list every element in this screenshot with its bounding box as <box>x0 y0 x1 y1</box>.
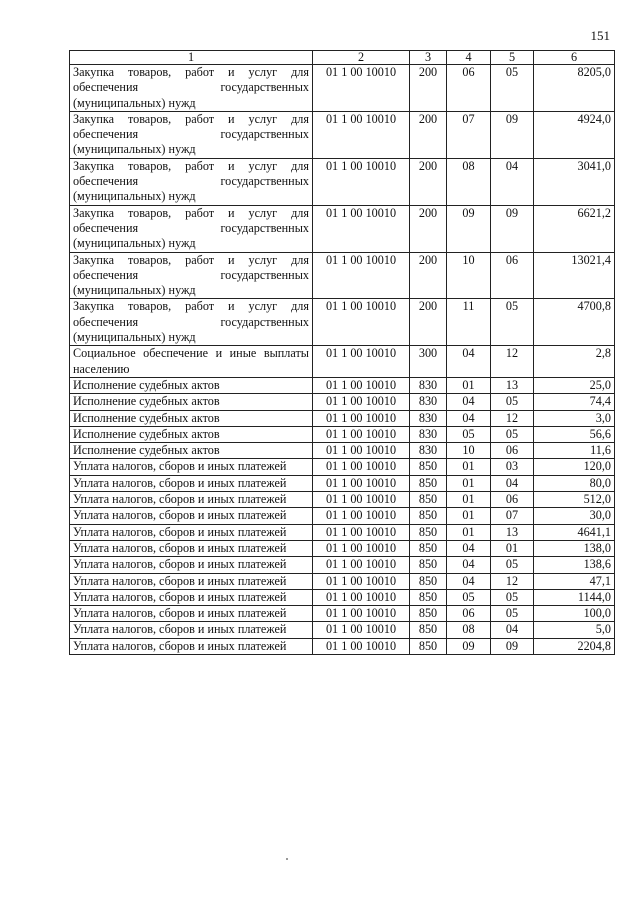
expense-type-cell: 850 <box>410 573 447 589</box>
table-row <box>70 573 615 589</box>
section-cell: 05 <box>447 589 491 605</box>
target-code-cell: 01 1 00 10010 <box>313 252 410 299</box>
target-code-cell: 01 1 00 10010 <box>313 589 410 605</box>
table-row <box>70 557 615 573</box>
column-header: 1 <box>70 51 313 65</box>
subsection-cell: 06 <box>491 443 534 459</box>
table-row <box>70 622 615 638</box>
subsection-cell: 05 <box>491 299 534 346</box>
expense-type-cell: 850 <box>410 606 447 622</box>
section-cell: 04 <box>447 540 491 556</box>
amount-cell: 47,1 <box>534 573 615 589</box>
section-cell: 06 <box>447 606 491 622</box>
expense-name-cell: Закупка товаров, работ и услуг для обеспечения государственных (муниципальных) нужд <box>70 205 313 252</box>
target-code-cell: 01 1 00 10010 <box>313 540 410 556</box>
amount-cell: 138,6 <box>534 557 615 573</box>
amount-cell: 56,6 <box>534 426 615 442</box>
expense-type-cell: 830 <box>410 394 447 410</box>
subsection-cell: 05 <box>491 65 534 112</box>
expense-name-cell: Социальное обеспечение и иные выплаты населению <box>70 346 313 378</box>
target-code-cell: 01 1 00 10010 <box>313 111 410 158</box>
target-code-cell: 01 1 00 10010 <box>313 622 410 638</box>
expense-type-cell: 850 <box>410 589 447 605</box>
target-code-cell: 01 1 00 10010 <box>313 410 410 426</box>
column-header: 2 <box>313 51 410 65</box>
target-code-cell: 01 1 00 10010 <box>313 606 410 622</box>
subsection-cell: 05 <box>491 606 534 622</box>
header-row <box>70 51 615 65</box>
subsection-cell: 03 <box>491 459 534 475</box>
target-code-cell: 01 1 00 10010 <box>313 524 410 540</box>
expense-type-cell: 850 <box>410 459 447 475</box>
section-cell: 04 <box>447 573 491 589</box>
expense-type-cell: 200 <box>410 205 447 252</box>
target-code-cell: 01 1 00 10010 <box>313 394 410 410</box>
section-cell: 04 <box>447 346 491 378</box>
subsection-cell: 05 <box>491 426 534 442</box>
amount-cell: 8205,0 <box>534 65 615 112</box>
amount-cell: 4700,8 <box>534 299 615 346</box>
expense-name-cell: Уплата налогов, сборов и иных платежей <box>70 540 313 556</box>
table-row <box>70 475 615 491</box>
subsection-cell: 06 <box>491 252 534 299</box>
expense-name-cell: Уплата налогов, сборов и иных платежей <box>70 524 313 540</box>
expense-type-cell: 200 <box>410 111 447 158</box>
section-cell: 05 <box>447 426 491 442</box>
expense-name-cell: Исполнение судебных актов <box>70 443 313 459</box>
section-cell: 04 <box>447 410 491 426</box>
expense-type-cell: 830 <box>410 443 447 459</box>
column-header: 4 <box>447 51 491 65</box>
amount-cell: 4641,1 <box>534 524 615 540</box>
expense-name-cell: Закупка товаров, работ и услуг для обеспечения государственных (муниципальных) нужд <box>70 158 313 205</box>
table-row <box>70 459 615 475</box>
section-cell: 06 <box>447 65 491 112</box>
amount-cell: 3041,0 <box>534 158 615 205</box>
section-cell: 01 <box>447 492 491 508</box>
subsection-cell: 13 <box>491 377 534 393</box>
expense-type-cell: 850 <box>410 508 447 524</box>
amount-cell: 138,0 <box>534 540 615 556</box>
table-row <box>70 443 615 459</box>
amount-cell: 100,0 <box>534 606 615 622</box>
amount-cell: 2204,8 <box>534 638 615 654</box>
expense-name-cell: Уплата налогов, сборов и иных платежей <box>70 622 313 638</box>
subsection-cell: 04 <box>491 475 534 491</box>
amount-cell: 80,0 <box>534 475 615 491</box>
subsection-cell: 13 <box>491 524 534 540</box>
section-cell: 09 <box>447 638 491 654</box>
table-row <box>70 606 615 622</box>
amount-cell: 6621,2 <box>534 205 615 252</box>
expense-type-cell: 200 <box>410 65 447 112</box>
target-code-cell: 01 1 00 10010 <box>313 426 410 442</box>
amount-cell: 4924,0 <box>534 111 615 158</box>
target-code-cell: 01 1 00 10010 <box>313 205 410 252</box>
expense-type-cell: 850 <box>410 622 447 638</box>
target-code-cell: 01 1 00 10010 <box>313 557 410 573</box>
scan-speck <box>286 858 288 860</box>
table-row <box>70 638 615 654</box>
expense-type-cell: 850 <box>410 524 447 540</box>
expense-name-cell: Уплата налогов, сборов и иных платежей <box>70 573 313 589</box>
table-row <box>70 589 615 605</box>
amount-cell: 1144,0 <box>534 589 615 605</box>
expense-name-cell: Уплата налогов, сборов и иных платежей <box>70 475 313 491</box>
section-cell: 08 <box>447 158 491 205</box>
subsection-cell: 12 <box>491 346 534 378</box>
expense-type-cell: 850 <box>410 638 447 654</box>
subsection-cell: 09 <box>491 111 534 158</box>
expense-name-cell: Исполнение судебных актов <box>70 377 313 393</box>
target-code-cell: 01 1 00 10010 <box>313 508 410 524</box>
expense-name-cell: Исполнение судебных актов <box>70 410 313 426</box>
section-cell: 10 <box>447 252 491 299</box>
expense-type-cell: 850 <box>410 475 447 491</box>
table-row <box>70 65 615 112</box>
subsection-cell: 09 <box>491 205 534 252</box>
budget-table <box>69 50 615 655</box>
expense-name-cell: Закупка товаров, работ и услуг для обеспечения государственных (муниципальных) нужд <box>70 65 313 112</box>
expense-type-cell: 850 <box>410 540 447 556</box>
target-code-cell: 01 1 00 10010 <box>313 299 410 346</box>
subsection-cell: 04 <box>491 622 534 638</box>
expense-name-cell: Уплата налогов, сборов и иных платежей <box>70 589 313 605</box>
subsection-cell: 05 <box>491 589 534 605</box>
expense-type-cell: 830 <box>410 426 447 442</box>
expense-type-cell: 200 <box>410 252 447 299</box>
table-row <box>70 524 615 540</box>
target-code-cell: 01 1 00 10010 <box>313 346 410 378</box>
section-cell: 01 <box>447 475 491 491</box>
target-code-cell: 01 1 00 10010 <box>313 638 410 654</box>
expense-name-cell: Уплата налогов, сборов и иных платежей <box>70 606 313 622</box>
target-code-cell: 01 1 00 10010 <box>313 443 410 459</box>
subsection-cell: 07 <box>491 508 534 524</box>
section-cell: 07 <box>447 111 491 158</box>
section-cell: 11 <box>447 299 491 346</box>
table-row <box>70 540 615 556</box>
subsection-cell: 12 <box>491 410 534 426</box>
table-row <box>70 205 615 252</box>
table-row <box>70 111 615 158</box>
expense-type-cell: 850 <box>410 557 447 573</box>
target-code-cell: 01 1 00 10010 <box>313 573 410 589</box>
expense-name-cell: Уплата налогов, сборов и иных платежей <box>70 557 313 573</box>
column-header: 6 <box>534 51 615 65</box>
section-cell: 04 <box>447 394 491 410</box>
amount-cell: 13021,4 <box>534 252 615 299</box>
target-code-cell: 01 1 00 10010 <box>313 377 410 393</box>
section-cell: 01 <box>447 377 491 393</box>
expense-type-cell: 300 <box>410 346 447 378</box>
amount-cell: 512,0 <box>534 492 615 508</box>
table-row <box>70 410 615 426</box>
table-row <box>70 252 615 299</box>
expense-name-cell: Закупка товаров, работ и услуг для обеспечения государственных (муниципальных) нужд <box>70 299 313 346</box>
page-number: 151 <box>590 28 610 43</box>
table-row <box>70 377 615 393</box>
amount-cell: 11,6 <box>534 443 615 459</box>
table-row <box>70 508 615 524</box>
expense-name-cell: Исполнение судебных актов <box>70 394 313 410</box>
table-row <box>70 394 615 410</box>
subsection-cell: 04 <box>491 158 534 205</box>
expense-type-cell: 200 <box>410 158 447 205</box>
table-row <box>70 299 615 346</box>
expense-name-cell: Уплата налогов, сборов и иных платежей <box>70 492 313 508</box>
expense-type-cell: 850 <box>410 492 447 508</box>
subsection-cell: 05 <box>491 394 534 410</box>
amount-cell: 74,4 <box>534 394 615 410</box>
target-code-cell: 01 1 00 10010 <box>313 475 410 491</box>
section-cell: 01 <box>447 459 491 475</box>
table-row <box>70 158 615 205</box>
section-cell: 09 <box>447 205 491 252</box>
amount-cell: 5,0 <box>534 622 615 638</box>
expense-name-cell: Уплата налогов, сборов и иных платежей <box>70 508 313 524</box>
expense-type-cell: 830 <box>410 377 447 393</box>
expense-name-cell: Закупка товаров, работ и услуг для обеспечения государственных (муниципальных) нужд <box>70 111 313 158</box>
column-header: 3 <box>410 51 447 65</box>
amount-cell: 2,8 <box>534 346 615 378</box>
target-code-cell: 01 1 00 10010 <box>313 65 410 112</box>
amount-cell: 120,0 <box>534 459 615 475</box>
amount-cell: 25,0 <box>534 377 615 393</box>
section-cell: 04 <box>447 557 491 573</box>
subsection-cell: 06 <box>491 492 534 508</box>
amount-cell: 30,0 <box>534 508 615 524</box>
table-row <box>70 492 615 508</box>
table-row <box>70 426 615 442</box>
table-row <box>70 346 615 378</box>
expense-name-cell: Уплата налогов, сборов и иных платежей <box>70 459 313 475</box>
section-cell: 08 <box>447 622 491 638</box>
expense-name-cell: Закупка товаров, работ и услуг для обеспечения государственных (муниципальных) нужд <box>70 252 313 299</box>
subsection-cell: 12 <box>491 573 534 589</box>
subsection-cell: 01 <box>491 540 534 556</box>
section-cell: 01 <box>447 508 491 524</box>
subsection-cell: 05 <box>491 557 534 573</box>
column-header: 5 <box>491 51 534 65</box>
target-code-cell: 01 1 00 10010 <box>313 492 410 508</box>
section-cell: 01 <box>447 524 491 540</box>
amount-cell: 3,0 <box>534 410 615 426</box>
expense-name-cell: Исполнение судебных актов <box>70 426 313 442</box>
expense-type-cell: 830 <box>410 410 447 426</box>
expense-name-cell: Уплата налогов, сборов и иных платежей <box>70 638 313 654</box>
target-code-cell: 01 1 00 10010 <box>313 459 410 475</box>
section-cell: 10 <box>447 443 491 459</box>
expense-type-cell: 200 <box>410 299 447 346</box>
subsection-cell: 09 <box>491 638 534 654</box>
target-code-cell: 01 1 00 10010 <box>313 158 410 205</box>
